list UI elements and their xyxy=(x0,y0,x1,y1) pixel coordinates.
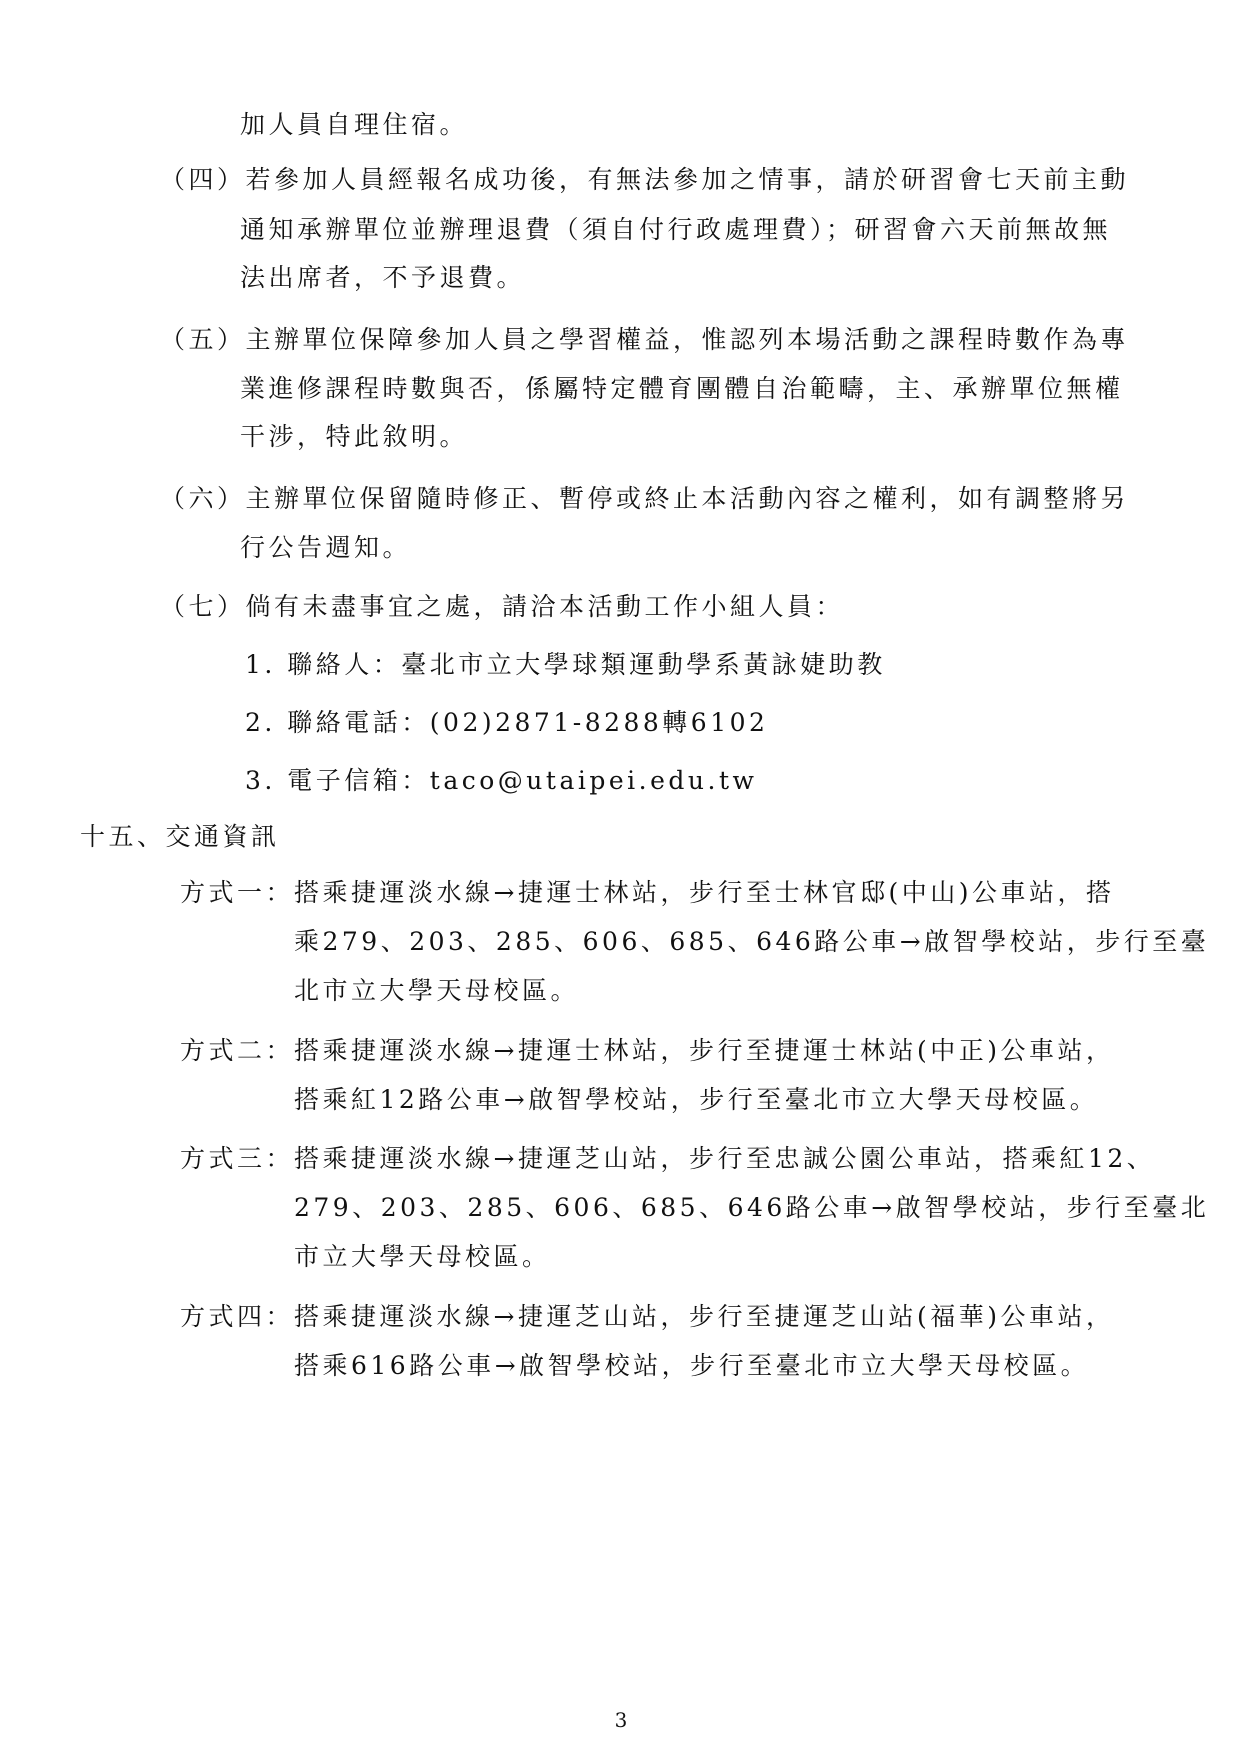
transport-label: 方式一： xyxy=(180,878,295,907)
list-item-5 xyxy=(160,323,1129,357)
transport-option-2 xyxy=(180,1034,1114,1068)
contact-email: 3. 電子信箱：taco@utaipei.edu.tw xyxy=(245,766,758,795)
item-line: 業進修課程時數與否，係屬特定體育團體自治範疇，主、承辦單位無權 xyxy=(240,374,1124,403)
section-title: 十五、交通資訊 xyxy=(80,822,280,851)
transport-line: 搭乘捷運淡水線→捷運士林站，步行至捷運士林站(中正)公車站， xyxy=(294,1036,1115,1065)
transport-line: 279、203、285、606、685、646路公車→啟智學校站，步行至臺北 xyxy=(294,1193,1210,1222)
list-item-7 xyxy=(160,590,844,624)
transport-line: 搭乘616路公車→啟智學校站，步行至臺北市立大學天母校區。 xyxy=(294,1351,1090,1380)
item-line: 行公告週知。 xyxy=(240,533,412,562)
transport-label: 方式三： xyxy=(180,1144,295,1173)
item-label: （七） xyxy=(160,592,246,621)
transport-line: 市立大學天母校區。 xyxy=(294,1242,551,1271)
item-label: （五） xyxy=(160,325,246,354)
transport-line: 搭乘紅12路公車→啟智學校站，步行至臺北市立大學天母校區。 xyxy=(294,1085,1099,1114)
transport-line: 乘279、203、285、606、685、646路公車→啟智學校站，步行至臺 xyxy=(294,927,1210,956)
transport-option-3 xyxy=(180,1142,1155,1176)
item-line: 法出席者，不予退費。 xyxy=(240,263,526,292)
item-label: （六） xyxy=(160,484,246,513)
transport-label: 方式二： xyxy=(180,1036,295,1065)
list-item-6 xyxy=(160,482,1129,516)
transport-line: 搭乘捷運淡水線→捷運芝山站，步行至捷運芝山站(福華)公車站， xyxy=(294,1302,1115,1331)
contact-person: 1. 聯絡人：臺北市立大學球類運動學系黃詠婕助教 xyxy=(245,650,886,679)
item-line: 倘有未盡事宜之處，請洽本活動工作小組人員： xyxy=(245,592,845,621)
continued-text: 加人員自理住宿。 xyxy=(240,110,469,139)
item-line: 若參加人員經報名成功後，有無法參加之情事，請於研習會七天前主動 xyxy=(245,165,1130,194)
transport-line: 搭乘捷運淡水線→捷運士林站，步行至士林官邸(中山)公車站，搭 xyxy=(294,878,1115,907)
transport-label: 方式四： xyxy=(180,1302,295,1331)
list-item-4 xyxy=(160,163,1129,197)
item-line: 通知承辦單位並辦理退費（須自付行政處理費）；研習會六天前無故無 xyxy=(240,215,1112,244)
item-label: （四） xyxy=(160,165,246,194)
item-line: 主辦單位保留隨時修正、暫停或終止本活動內容之權利，如有調整將另 xyxy=(245,484,1130,513)
contact-phone: 2. 聯絡電話：(02)2871-8288轉6102 xyxy=(245,708,769,737)
item-line: 主辦單位保障參加人員之學習權益，惟認列本場活動之課程時數作為專 xyxy=(245,325,1130,354)
page-number: 3 xyxy=(614,1708,628,1732)
transport-line: 搭乘捷運淡水線→捷運芝山站，步行至忠誠公園公車站，搭乘紅12、 xyxy=(294,1144,1156,1173)
transport-option-1 xyxy=(180,876,1114,910)
item-line: 干涉，特此敘明。 xyxy=(240,422,469,451)
transport-line: 北市立大學天母校區。 xyxy=(294,976,580,1005)
transport-option-4 xyxy=(180,1300,1114,1334)
